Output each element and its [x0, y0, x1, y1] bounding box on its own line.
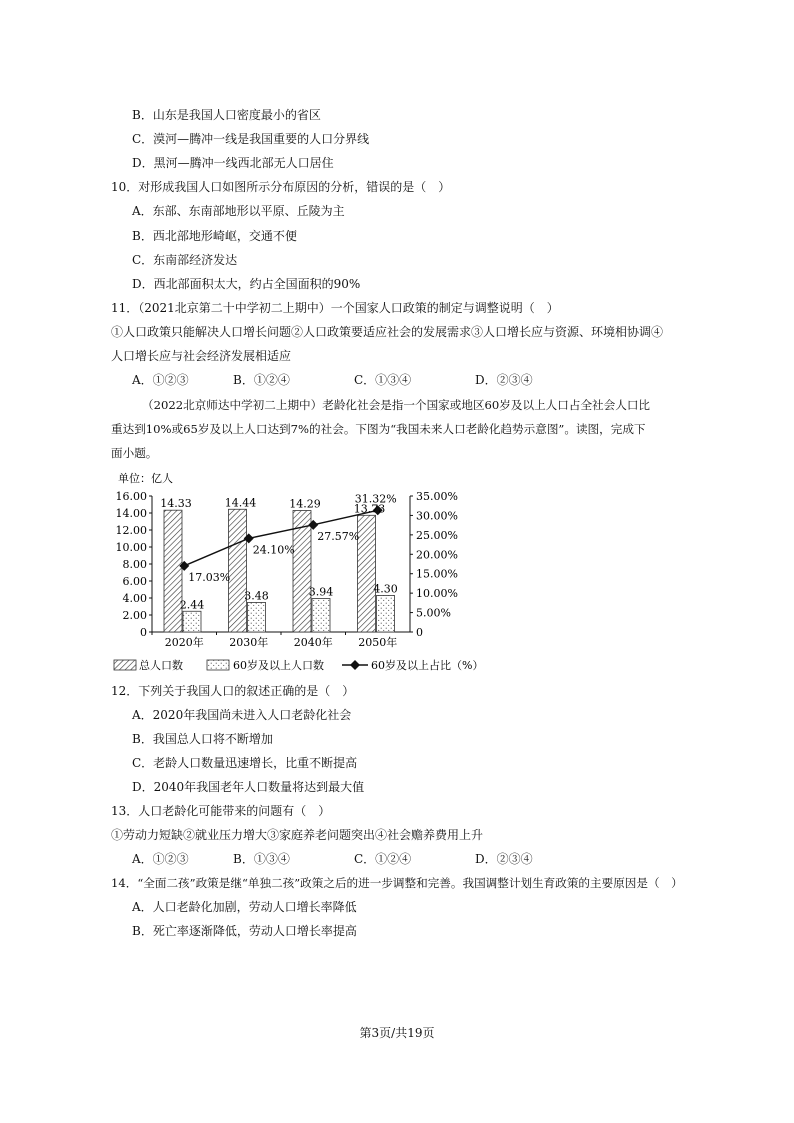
y-right-tick-label: 25.00% — [416, 528, 458, 542]
legend-swatch-total — [114, 660, 136, 670]
y-left-tick-label: 4.00 — [122, 592, 147, 605]
bar-total-population — [164, 510, 182, 632]
q11-option-d: D．②③④ — [475, 373, 533, 387]
q11-stem: 11．（2021北京第二十中学初二上期中）一个国家人口政策的制定与调整说明（ ） — [111, 301, 559, 315]
y-right-tick-label: 10.00% — [416, 587, 458, 601]
bar-label-elderly: 3.48 — [244, 589, 269, 603]
bar-label-total: 14.33 — [160, 497, 192, 511]
bar-elderly-population — [377, 595, 395, 632]
legend-elderly-label: 60岁及以上人口数 — [233, 659, 324, 672]
q14-option-b: B．死亡率逐渐降低，劳动人口增长率提高 — [132, 924, 357, 938]
y-left-tick-label: 2.00 — [122, 609, 147, 622]
q13-option-a: A．①②③ — [132, 852, 189, 866]
bar-total-population — [358, 515, 376, 632]
q14-option-a: A．人口老龄化加剧，劳动人口增长率降低 — [132, 900, 357, 914]
q13-option-c: C．①②④ — [354, 852, 412, 866]
q11-option-a: A．①②③ — [132, 373, 189, 387]
y-left-tick-label: 8.00 — [122, 558, 147, 571]
intro-line3: 面小题。 — [111, 446, 158, 460]
legend-total-label: 总人口数 — [139, 659, 183, 672]
q9-option-d: D．黑河—腾冲一线西北部无人口居住 — [132, 156, 334, 170]
legend-diamond-marker — [350, 660, 360, 670]
q10-option-b: B．西北部地形崎岖，交通不便 — [132, 229, 297, 243]
bar-elderly-population — [183, 611, 201, 632]
y-left-tick-label: 12.00 — [115, 524, 147, 537]
chart-unit-label: 单位：亿人 — [118, 472, 173, 485]
y-left-tick-label: 16.00 — [115, 490, 147, 503]
q11-statements-line2: 人口增长应与社会经济发展相适应 — [111, 349, 292, 363]
bar-label-elderly: 3.94 — [308, 585, 334, 599]
y-left-tick-label: 0 — [140, 626, 147, 639]
y-right-tick-label: 0 — [416, 626, 423, 639]
ratio-label: 17.03% — [188, 570, 231, 584]
ratio-label: 24.10% — [252, 543, 295, 557]
aging-trend-chart — [0, 472, 794, 672]
q13-option-b: B．①③④ — [233, 852, 290, 866]
q9-option-b: B．山东是我国人口密度最小的省区 — [132, 108, 321, 122]
y-right-tick-label: 5.00% — [416, 606, 451, 620]
bar-elderly-population — [312, 599, 330, 632]
q12-option-b: B．我国总人口将不断增加 — [132, 732, 273, 746]
y-right-tick-label: 35.00% — [416, 490, 458, 503]
y-right-tick-label: 15.00% — [416, 567, 458, 581]
q13-stem: 13．人口老龄化可能带来的问题有（ ） — [111, 804, 331, 818]
intro-line1: （2022北京师达中学初二上期中）老龄化社会是指一个国家或地区60岁及以上人口占全社会人口比 — [142, 398, 651, 412]
q13-statements: ①劳动力短缺②就业压力增大③家庭养老问题突出④社会赡养费用上升 — [111, 828, 484, 842]
q11-statements-line1: ①人口政策只能解决人口增长问题②人口政策要适应社会的发展需求③人口增长应与资源、环境相协调④ — [111, 325, 664, 339]
x-tick-label: 2030年 — [229, 636, 269, 649]
q12-option-d: D．2040年我国老年人口数量将达到最大值 — [132, 780, 365, 794]
legend-swatch-elderly — [207, 660, 229, 670]
bar-label-elderly: 4.30 — [373, 582, 398, 596]
q9-option-c: C．漠河—腾冲一线是我国重要的人口分界线 — [132, 132, 370, 146]
chart-legend — [114, 658, 483, 672]
q12-option-c: C．老龄人口数量迅速增长，比重不断提高 — [132, 756, 358, 770]
q12-stem: 12．下列关于我国人口的叙述正确的是（ ） — [111, 684, 355, 698]
bar-elderly-population — [248, 602, 266, 632]
y-left-tick-label: 14.00 — [115, 507, 147, 520]
intro-line2: 重达到10%或65岁及以上人口达到7%的社会。下图为“我国未来人口老龄化趋势示意图”。读图，完成下 — [111, 422, 646, 436]
y-left-tick-label: 6.00 — [122, 575, 147, 588]
legend-ratio-label: 60岁及以上占比（%） — [371, 659, 484, 672]
bar-label-elderly: 2.44 — [179, 598, 205, 612]
q10-stem: 10．对形成我国人口如图所示分布原因的分析，错误的是（ ） — [111, 180, 451, 194]
q13-option-d: D．②③④ — [475, 852, 533, 866]
bar-label-total: 14.44 — [224, 496, 257, 510]
ratio-label: 31.32% — [354, 492, 397, 506]
bar-label-total: 14.29 — [289, 497, 321, 511]
y-right-tick-label: 20.00% — [416, 548, 458, 562]
ratio-label: 27.57% — [317, 529, 360, 543]
x-tick-label: 2050年 — [358, 636, 398, 649]
x-tick-label: 2040年 — [293, 636, 333, 649]
y-left-tick-label: 10.00 — [115, 541, 147, 554]
y-right-tick-label: 30.00% — [416, 509, 458, 523]
q10-option-a: A．东部、东南部地形以平原、丘陵为主 — [132, 204, 345, 218]
page-number: 第3页/共19页 — [359, 1026, 435, 1040]
q11-option-c: C．①③④ — [354, 373, 412, 387]
q10-option-c: C．东南部经济发达 — [132, 253, 238, 267]
bar-label-total: 13.73 — [353, 502, 386, 516]
bar-total-population — [229, 509, 247, 632]
q10-option-d: D．西北部面积太大，约占全国面积的90% — [132, 277, 361, 291]
q12-option-a: A．2020年我国尚未进入人口老龄化社会 — [132, 708, 352, 722]
q11-option-b: B．①②④ — [233, 373, 290, 387]
x-tick-label: 2020年 — [164, 636, 204, 649]
q14-stem: 14．“全面二孩”政策是继“单独二孩”政策之后的进一步调整和完善。我国调整计划生育政策的主要原因是（ ） — [111, 876, 683, 890]
